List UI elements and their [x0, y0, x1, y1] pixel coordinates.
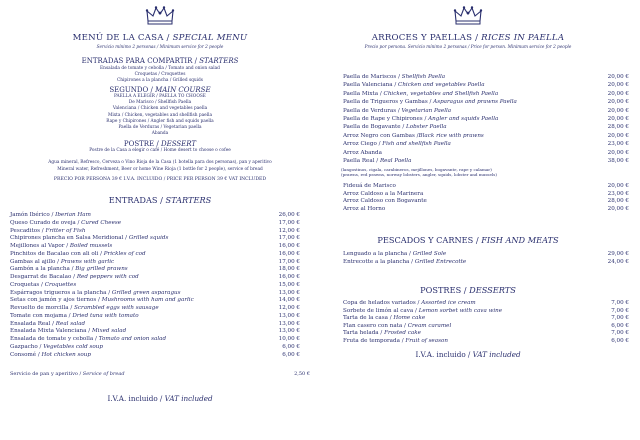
item-name: Desgarrat de Bacalao / Red peppers with cod [10, 274, 139, 280]
menu-item-row [343, 158, 629, 165]
crown-icon [145, 4, 175, 26]
menu-item-row [343, 198, 629, 205]
list-item: De Marisco / Shellfish Paella [128, 100, 192, 106]
item-name: Espárragos trigueros a la plancha / Grilled green asparagus [10, 289, 181, 296]
menu-item-row [343, 108, 629, 115]
item-name: Ensalada Real / Real salad [10, 320, 86, 327]
item-price: 12,00 € [278, 227, 300, 234]
menu-item-row [343, 183, 629, 190]
item-price: 20,00 € [607, 149, 629, 156]
item-name: Gambón a la plancha / Big grilled prawns [10, 266, 128, 273]
menu-item-row [343, 206, 629, 213]
item-price: 16,00 € [278, 250, 300, 257]
menu-item-row [343, 82, 629, 89]
menu-item-row [10, 212, 300, 219]
menu-item-row [343, 141, 629, 148]
fish-meats-heading: PESCADOS Y CARNES / FISH AND MEATS [377, 235, 559, 245]
item-price: 6,00 € [282, 343, 300, 350]
menu-item-row [343, 323, 629, 330]
list-item: Chipirones a la plancha / Grilled squids [117, 78, 203, 84]
item-name: Paella Mixta / Chicken, vegetables and Shellfish Paella [343, 90, 499, 97]
menu-item-row [10, 352, 300, 359]
item-name: Ensalada de tomate y cebolla / Tomato and onion salad [10, 336, 167, 342]
menu-item-row [10, 290, 300, 297]
item-name: Copa de helados variados / Assorted ice cream [343, 300, 476, 306]
main-course-heading: SEGUNDO / MAIN COURSE [109, 86, 211, 94]
item-price: 15,00 € [278, 281, 300, 288]
dessert-heading: POSTRE / DESSERT [123, 140, 197, 148]
entradas-heading: ENTRADAS / STARTERS [108, 195, 212, 205]
item-name: Consomé / Hot chicken soup [10, 351, 91, 358]
item-name: Arroz Caldoso a la Marinera [343, 190, 424, 197]
item-price: 6,00 € [282, 351, 300, 358]
menu-item-row [343, 99, 629, 106]
item-name: Pinchitos de Bacalao con ali oli / Prickles of cod [10, 250, 146, 257]
list-item: Mineral water, Refreshment, Beer or home Wine Rioja (1 bottle for 2 people), service of bread [57, 166, 263, 172]
item-price: 13,00 € [278, 320, 300, 327]
item-price: 7,00 € [611, 330, 629, 337]
menu-item-row [10, 313, 300, 320]
menu-item-row [343, 191, 629, 198]
item-name: Paella de Mariscos / Shellfish Paella [343, 74, 446, 80]
item-price: 20,00 € [607, 82, 629, 89]
item-name: Fideuá de Marisco [343, 183, 396, 189]
item-name: Gambas al ajillo / Prawns with garlic [10, 258, 115, 265]
item-name: Paella Real / Real Paella [343, 158, 412, 164]
menu-item-row [343, 338, 629, 345]
menu-item-row [10, 266, 300, 273]
item-price: 20,00 € [607, 99, 629, 106]
left-column [10, 0, 310, 440]
item-price: 26,00 € [278, 212, 300, 218]
menu-item-row [343, 308, 629, 315]
menu-title: MENÚ DE LA CASA / SPECIAL MENU [72, 33, 248, 43]
item-name: Flan casero con nata / Cream caramel [343, 322, 452, 329]
item-price: 13,00 € [278, 312, 300, 319]
vat-note-left: I.V.A. incluido / VAT included [107, 394, 213, 403]
item-price: 17,00 € [278, 219, 300, 226]
list-item: Mixta / Chicken, vegetables and shellfish paella [107, 112, 213, 118]
item-price: 23,00 € [607, 141, 629, 148]
menu-item-row [343, 330, 629, 337]
item-name: Sorbete de limón al cava / Lemon sorbet with cava wine [343, 307, 503, 314]
list-item: Valenciana / Chicken and vegetables paella [112, 106, 208, 112]
list-item: Postre de la Casa a elegir o café / Home desert to choose o cofee [89, 148, 231, 153]
item-price: 6,00 € [611, 322, 629, 329]
item-price: 28,00 € [607, 124, 629, 131]
menu-item-row [343, 91, 629, 98]
item-price: 38,00 € [607, 158, 629, 164]
item-name: Paella de Trigueros y Gambas / Asparagus and prawns Paella [343, 99, 517, 106]
menu-item-row [10, 220, 300, 227]
item-price: 20,00 € [607, 90, 629, 97]
item-name: Mejillones al Vapor / Boiled mussels [10, 243, 113, 249]
item-name: Pescaditos / Fritter of Fish [10, 227, 86, 234]
menu-item-row [10, 305, 300, 312]
list-item: Paella de Verduras / Vegetarian paella [118, 124, 202, 130]
list-item: Croquetas / Croquettes [134, 72, 186, 78]
menu-item-row [343, 116, 629, 123]
item-price: 13,00 € [278, 328, 300, 335]
item-price: 20,00 € [607, 132, 629, 139]
item-price: 18,00 € [278, 266, 300, 273]
item-price: 17,00 € [278, 258, 300, 265]
menu-item-row [10, 297, 300, 304]
item-name: Tarta de la casa / Home cake [343, 315, 426, 322]
menu-item-row [10, 321, 300, 328]
desserts-heading: POSTRES / DESSERTS [420, 285, 516, 295]
vat-note-right: I.V.A. incluido / VAT included [415, 350, 521, 359]
item-price: 20,00 € [607, 206, 629, 213]
item-name: Ensalada Mixta Valenciana / Mixed salad [10, 328, 127, 335]
item-price: 20,00 € [607, 116, 629, 122]
item-name: Arroz al Horno [343, 206, 386, 213]
menu-item-row [343, 259, 629, 266]
item-price: 7,00 € [611, 300, 629, 306]
item-name: Paella de Bogavante / Lobster Paella [343, 124, 447, 131]
main-course-list [10, 94, 310, 137]
item-name: Paella de Verduras / Vegetarian Paella [343, 107, 452, 114]
list-item: PAELLA A ELEGIR / PAELLA TO CHOOSE [114, 94, 206, 99]
item-name: Jamón Ibérico / Iberian Ham [10, 212, 91, 218]
item-price: 20,00 € [607, 74, 629, 80]
item-price: 16,00 € [278, 243, 300, 249]
item-price: 13,00 € [278, 289, 300, 296]
item-price: 23,00 € [607, 190, 629, 197]
menu-item-row [343, 251, 629, 258]
menu-item-row [343, 74, 629, 81]
item-name: Paella Valenciana / Chicken and vegetables Paella [343, 82, 485, 89]
item-name: Entrecotte a la plancha / Grilled Entrecotte [343, 259, 467, 266]
list-item: Rape y Chipirones / Angler fish and squids paella [106, 118, 214, 124]
item-name: Gazpacho / Vegetables cold soup [10, 343, 103, 350]
item-price: 24,00 € [607, 259, 629, 266]
item-price: 20,00 € [607, 183, 629, 189]
dessert-list [10, 148, 310, 173]
item-price: 6,00 € [611, 338, 629, 344]
item-name: Tarta helada / Frosted cake [343, 330, 421, 337]
share-starters-list [10, 66, 310, 85]
list-item: Agua mineral, Refresco, Cerveza o Vino Rioja de la Casa (1 botella para dos personas), pan y aperitivo [48, 160, 272, 166]
right-column [333, 0, 633, 440]
item-price: 10,00 € [278, 336, 300, 342]
item-name: Arroz Abanda [343, 149, 382, 156]
item-price: 20,00 € [607, 107, 629, 114]
menu-item-row [10, 259, 300, 266]
item-price: 17,00 € [278, 235, 300, 242]
menu-item-row [10, 235, 300, 242]
rices-title: ARROCES Y PAELLAS / RICES IN PAELLA [371, 33, 565, 43]
menu-item-row [343, 133, 629, 140]
item-price: 14,00 € [278, 297, 300, 304]
share-starters-heading: ENTRADAS PARA COMPARTIR / STARTERS [81, 57, 239, 65]
menu-item-row [10, 243, 300, 250]
menu-item-row [10, 328, 300, 335]
menu-item-row [343, 300, 629, 307]
real-paella-description: (langostinos, cigala, carabineros, mejillones, bogavante, rape y calamar) (prawns, red prawns, norway lobsters, angler, squids, lobster and mussels) [341, 167, 497, 177]
menu-item-row [10, 274, 300, 281]
rices-subtitle: Precio por persona. Servicio mínimo 2 personas / Price for person. Minimum service for 2 people [364, 44, 572, 49]
item-name: Tomate con mojama / Dried tuna with tomato [10, 312, 139, 319]
item-price: 29,00 € [607, 251, 629, 257]
item-price: 7,00 € [611, 315, 629, 322]
item-price: 7,00 € [611, 307, 629, 314]
item-name: Chipirones plancha en Salsa Meridional / Grilled squids [10, 235, 169, 242]
service-row: Servicio de pan y aperitivo / Service of bread 2,50 € [10, 371, 310, 377]
item-name: Paella de Rape y Chipirones / Angler and squids Paella [343, 116, 499, 122]
crown-icon [453, 4, 483, 26]
item-name: Arroz Ciego / Fish and shellfish Paella [343, 141, 451, 148]
menu-item-row [343, 124, 629, 131]
item-price: 28,00 € [607, 198, 629, 205]
item-name: Setas con jamón y ajos tiernos / Mushrooms with ham and garlic [10, 297, 194, 304]
menu-item-row [10, 336, 300, 343]
list-item: Ensalada de tomate y cebolla / Tomato and onion salad [100, 66, 220, 71]
item-name: Arroz Caldoso con Bogavante [343, 198, 427, 205]
menu-item-row [343, 150, 629, 157]
item-name: Arroz Negro con Gambas /Black rice with prawns [343, 132, 484, 139]
item-name: Lenguado a la plancha / Grilled Sole [343, 251, 447, 257]
price-per-person: PRECIO POR PERSONA 39 € I.V.A. INCLUIDO / PRICE PER PERSON 39 € VAT INCLUDED [53, 177, 267, 182]
menu-item-row [10, 228, 300, 235]
menu-subtitle: Servicio mínimo 2 personas / Minimum service for 2 people [96, 44, 224, 49]
item-price: 12,00 € [278, 305, 300, 311]
menu-item-row [10, 251, 300, 258]
menu-item-row [10, 344, 300, 351]
item-name: Queso Curado de oveja / Cured Cheese [10, 219, 122, 226]
item-name: Croquetas / Croquettes [10, 281, 77, 288]
menu-item-row [10, 282, 300, 289]
list-item: Abanda [151, 131, 169, 137]
item-price: 16,00 € [278, 274, 300, 280]
menu-item-row [343, 315, 629, 322]
item-name: Revuelto de morcilla / Scrambled eggs with sausage [10, 305, 159, 311]
item-name: Fruta de temporada / Fruit of season [343, 338, 448, 344]
